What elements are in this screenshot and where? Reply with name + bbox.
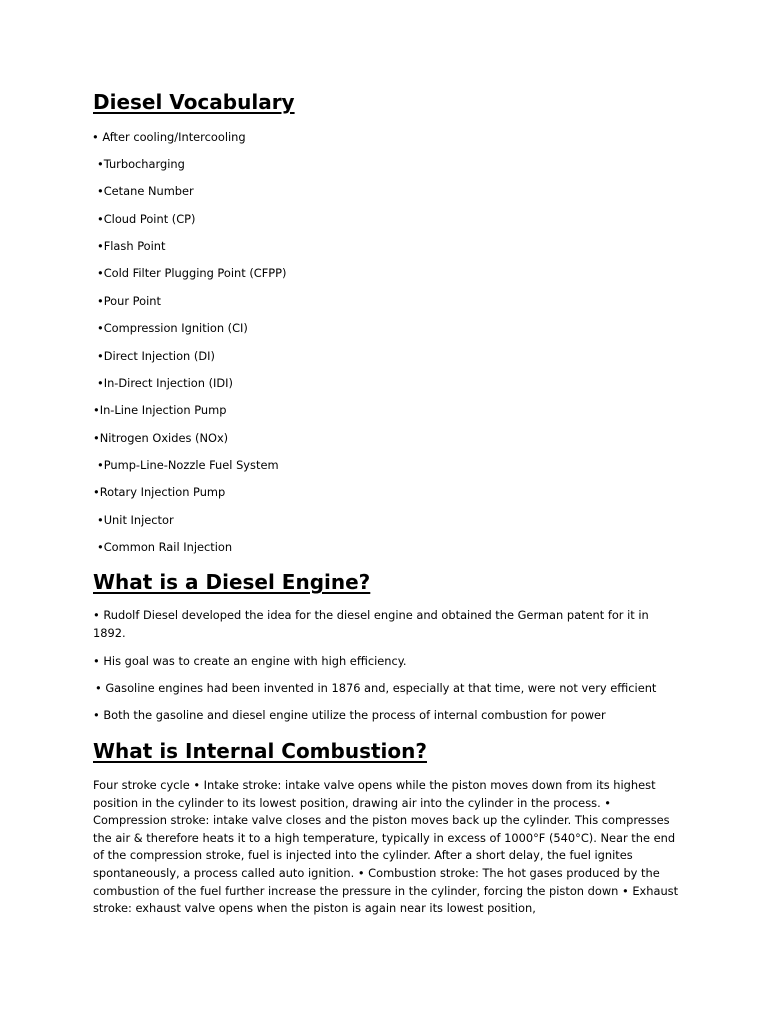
heading-diesel-vocabulary: Diesel Vocabulary: [93, 90, 295, 114]
vocab-item: •In-Direct Injection (IDI): [97, 376, 233, 390]
engine-paragraph: • Both the gasoline and diesel engine utilize the process of internal combustion for power: [93, 708, 606, 722]
vocab-item: •In-Line Injection Pump: [93, 403, 227, 417]
heading-what-is-diesel-engine: What is a Diesel Engine?: [93, 570, 371, 594]
vocab-item: •Direct Injection (DI): [97, 349, 215, 363]
vocab-item: •Rotary Injection Pump: [93, 485, 226, 499]
engine-paragraph: • Gasoline engines had been invented in 1876 and, especially at that time, were not very efficient: [95, 681, 657, 695]
engine-paragraph: • Rudolf Diesel developed the idea for the diesel engine and obtained the German patent for it in 1892.: [93, 608, 649, 640]
vocab-item: •Pour Point: [97, 294, 161, 308]
heading-what-is-internal-combustion: What is Internal Combustion?: [93, 739, 427, 763]
vocab-item: •Nitrogen Oxides (NOx): [93, 431, 229, 445]
vocab-item: •Unit Injector: [97, 513, 174, 527]
vocab-item: •Common Rail Injection: [97, 540, 233, 554]
vocab-item: •Cold Filter Plugging Point (CFPP): [97, 266, 287, 280]
engine-paragraph: • His goal was to create an engine with high efficiency.: [93, 654, 407, 668]
vocab-item: •Pump-Line-Nozzle Fuel System: [97, 458, 279, 472]
vocab-item: • After cooling/Intercooling: [92, 130, 246, 144]
combustion-body-text: Four stroke cycle • Intake stroke: intake valve opens while the piston moves down from its highest position in the cylinder to its lowest position, drawing air into the cylinder in the process. • Compression stroke: intake valve closes and the piston moves back up the cylinder. This compresses the air & therefore heats it to a high temperature, typically in excess of 1000°F (540°C). Near the end of the compression stroke, fuel is injected into the cylinder. After a short delay, the fuel ignites spontaneously, a process called auto ignition. • Combustion stroke: The hot gases produced by the combustion of the fuel further increase the pressure in the cylinder, forcing the piston down • Exhaust stroke: exhaust valve opens when the piston is again near its lowest position,: [93, 778, 679, 916]
vocab-item: •Compression Ignition (CI): [97, 321, 248, 335]
vocab-item: •Cloud Point (CP): [97, 212, 196, 226]
vocab-item: •Cetane Number: [97, 184, 194, 198]
vocab-item: •Turbocharging: [97, 157, 185, 171]
vocab-item: •Flash Point: [97, 239, 166, 253]
